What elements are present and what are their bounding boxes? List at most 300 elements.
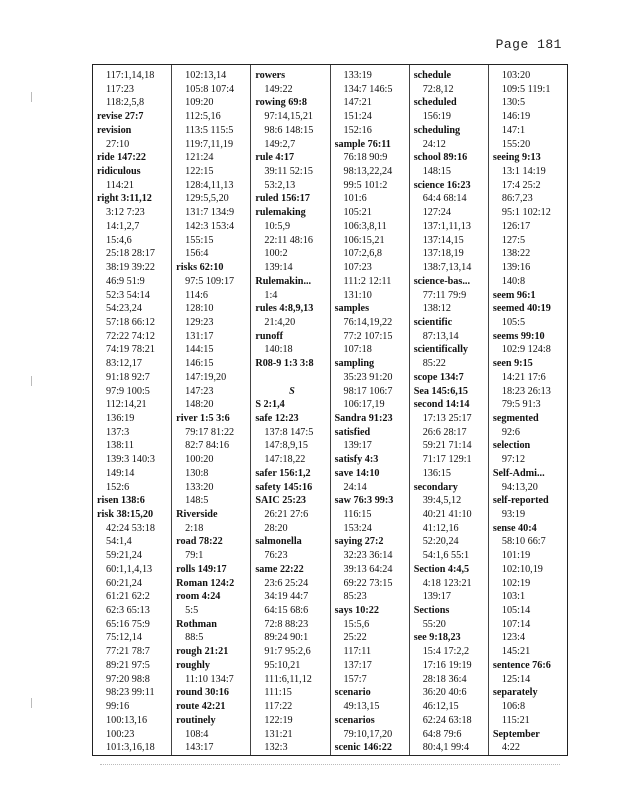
page-line-reference: 116:15 (343, 509, 372, 520)
index-term: rowers (255, 70, 286, 81)
page-line-reference: 28:20 (264, 522, 288, 534)
page-line-reference: 75:12,14 (106, 632, 142, 644)
page-line-reference: 64:4 68:14 (422, 193, 467, 205)
index-term: risks 62:10 (176, 262, 224, 274)
page-line-reference: 139:14 (264, 262, 293, 274)
index-term: routinely (176, 714, 216, 726)
index-term: says 10:22 (334, 605, 379, 617)
page-line-reference: 139:16 (501, 262, 531, 274)
index-term: scenarios (334, 714, 375, 726)
index-term: scheduling (413, 124, 461, 136)
index-term: Rulemakin... (255, 275, 312, 287)
index-term: Self-Admi... (492, 467, 545, 479)
page-line-reference: 123:4 (501, 632, 526, 644)
page-line-reference: 102:9 124:8 (501, 344, 551, 356)
page-line-reference: 130:5 (501, 97, 526, 109)
page-line-reference: 32:23 36:14 (343, 550, 393, 562)
page-line-reference: 147:8,9,15 (264, 440, 308, 452)
index-term: schedule (413, 70, 452, 81)
index-term: Section 4:4,5 (413, 563, 470, 575)
page-line-reference: 137:1,11,13 (422, 220, 471, 232)
page-line-reference: 136:15 (422, 467, 451, 479)
page-line-reference: 105:21 (343, 207, 372, 219)
page-line-reference: 14:21 17:6 (501, 371, 546, 383)
page-line-reference: 146:15 (185, 358, 214, 370)
index-term: secondary (413, 481, 458, 493)
page-line-reference: 129:23 (185, 316, 214, 328)
index-term: revise 27:7 (97, 111, 144, 123)
page-line-reference: 88:5 (185, 632, 204, 644)
page-line-reference: 101:3,16,18 (106, 742, 155, 754)
index-term: room 4:24 (176, 591, 221, 603)
index-term: safer 156:1,2 (255, 467, 311, 479)
page-line-reference: 138:22 (501, 248, 531, 260)
index-term: runoff (255, 330, 284, 342)
page-line-reference: 39:11 52:15 (264, 166, 313, 178)
index-term: rolls 149:17 (176, 563, 227, 575)
index-term: school 89:16 (413, 152, 468, 164)
page-line-reference: 147:19,20 (185, 371, 227, 383)
page-line-reference: 139:17 (422, 591, 451, 603)
page-line-reference: 79:17 81:22 (185, 426, 235, 438)
page-line-reference: 77:11 79:9 (422, 289, 467, 301)
page-line-reference: 114:21 (106, 179, 134, 191)
page-line-reference: 97:9 100:5 (106, 385, 150, 397)
page-line-reference: 149:14 (106, 467, 135, 479)
page-line-reference: 125:14 (501, 673, 531, 685)
page-line-reference: 107:23 (343, 262, 372, 274)
page-line-reference: 17:13 25:17 (422, 412, 472, 424)
index-term: rulemaking (255, 207, 306, 219)
index-term: ruled 156:17 (255, 193, 310, 205)
page-line-reference: 83:12,17 (106, 358, 142, 370)
page-line-reference: 39:13 64:24 (343, 563, 393, 575)
index-term: Sections (413, 605, 450, 617)
page-line-reference: 82:7 84:16 (185, 440, 230, 452)
page-line-reference: 42:24 53:18 (106, 522, 155, 534)
page-line-reference: 134:7 146:5 (343, 83, 393, 95)
page-line-reference: 133:20 (185, 481, 214, 493)
page-line-reference: 122:19 (264, 714, 293, 726)
page-line-reference: 54:1,4 (106, 536, 132, 548)
index-term: revision (97, 124, 132, 136)
page-line-reference: 102:10,19 (501, 563, 543, 575)
index-term: rules 4:8,9,13 (255, 303, 314, 315)
page-line-reference: 93:19 (501, 509, 526, 520)
page-line-reference: 18:23 26:13 (501, 385, 551, 397)
index-term: ride 147:22 (97, 152, 146, 164)
page-line-reference: 108:4 (185, 728, 209, 740)
page-line-reference: 76:23 (264, 550, 288, 562)
index-term: SAIC 25:23 (255, 495, 307, 507)
page-line-reference: 36:20 40:6 (422, 687, 467, 699)
index-term: sentence 76:6 (492, 659, 551, 671)
page-line-reference: 105:5 (501, 316, 526, 328)
page-line-reference: 148:15 (422, 166, 451, 178)
page-line-reference: 131:7 134:9 (185, 207, 235, 219)
page-line-reference: 17:16 19:19 (422, 659, 472, 671)
page-line-reference: 62:3 65:13 (106, 605, 150, 617)
index-term: self-reported (492, 495, 549, 507)
index-term: rowing 69:8 (255, 97, 307, 109)
page-line-reference: 111:2 12:11 (343, 275, 392, 287)
page-line-reference: 155:20 (501, 138, 531, 150)
page-line-reference: 98:13,22,24 (343, 166, 393, 178)
index-term: river 1:5 3:6 (176, 412, 230, 424)
page-line-reference: 107:2,6,8 (343, 248, 383, 260)
page-line-reference: 71:17 129:1 (422, 454, 472, 466)
index-term: science-bas... (413, 275, 470, 287)
index-term: rough 21:21 (176, 646, 229, 658)
page-line-reference: 138:12 (422, 303, 451, 315)
page-line-reference: 149:2,7 (264, 138, 296, 150)
page-line-reference: 14:1,2,7 (106, 220, 140, 232)
page-line-reference: 4:18 123:21 (422, 577, 472, 589)
index-term: road 78:22 (176, 536, 223, 548)
page-line-reference: 99:16 (106, 701, 130, 713)
page-line-reference: 86:7,23 (501, 193, 533, 205)
page-line-reference: 49:13,15 (343, 701, 380, 713)
page-line-reference: 25:22 (343, 632, 367, 644)
index-term: segmented (492, 412, 539, 424)
page-line-reference: 38:19 39:22 (106, 262, 155, 274)
index-term: selection (492, 440, 531, 452)
page-line-reference: 64:8 79:6 (422, 728, 462, 740)
page-line-reference: 102:19 (501, 577, 531, 589)
page-line-reference: 105:8 107:4 (185, 83, 235, 95)
page-line-reference: 60:1,1,4,13 (106, 563, 153, 575)
word-index-table (92, 64, 568, 756)
page-number: Page 181 (495, 37, 562, 52)
index-term: Sea 145:6,15 (413, 385, 469, 397)
index-term: save 14:10 (334, 467, 380, 479)
page-line-reference: 76:18 90:9 (343, 152, 388, 164)
page-line-reference: 145:21 (501, 646, 531, 658)
index-term: saw 76:3 99:3 (334, 495, 394, 507)
page-line-reference: 64:15 68:6 (264, 605, 309, 617)
page-line-reference: 147:21 (343, 97, 372, 109)
page-line-reference (255, 371, 328, 385)
page-line-reference: 140:18 (264, 344, 293, 356)
page-line-reference: 60:21,24 (106, 577, 142, 589)
index-term: scenic 146:22 (334, 742, 392, 754)
index-term: S 2:1,4 (255, 399, 285, 411)
page-line-reference: 107:18 (343, 344, 372, 356)
page-line-reference: 89:24 90:1 (264, 632, 309, 644)
index-col-5 (409, 65, 488, 755)
page-line-reference: 109:5 119:1 (501, 83, 551, 95)
page-line-reference: 53:2,13 (264, 179, 296, 191)
page-line-reference: 129:5,5,20 (185, 193, 229, 205)
page-line-reference: 101:19 (501, 550, 531, 562)
page-line-reference: 127:24 (422, 207, 451, 219)
page-line-reference: 52:20,24 (422, 536, 459, 548)
page-line-reference: 52:3 54:14 (106, 289, 150, 301)
page-line-reference: 137:3 (106, 426, 130, 438)
index-term: R08-9 1:3 3:8 (255, 358, 314, 370)
page-line-reference: 121:24 (185, 152, 214, 164)
page-line-reference: 59:21,24 (106, 550, 142, 562)
index-term: separately (492, 687, 538, 699)
index-term: Sandra 91:23 (334, 412, 393, 424)
page-line-reference: 152:16 (343, 124, 372, 136)
page-line-reference: 122:15 (185, 166, 214, 178)
page-line-reference: 148:20 (185, 399, 214, 411)
page-line-reference: 131:17 (185, 330, 214, 342)
page-line-reference: 15:5,6 (343, 618, 370, 630)
page-line-reference: 72:8,12 (422, 83, 454, 95)
page-line-reference: 147:18,22 (264, 454, 306, 466)
page-line-reference: 106:17,19 (343, 399, 385, 411)
index-term: Riverside (176, 509, 218, 520)
page-line-reference: 77:21 78:7 (106, 646, 150, 658)
page-line-reference: 46:12,15 (422, 701, 459, 713)
index-term: ridiculous (97, 166, 141, 178)
page-line-reference: 40:21 41:10 (422, 509, 472, 520)
index-col-3 (250, 65, 329, 755)
index-col-2 (171, 65, 250, 755)
page-line-reference: 22:11 48:16 (264, 234, 313, 246)
page-line-reference: 103:1 (501, 591, 526, 603)
page-line-reference: 117:11 (343, 646, 372, 658)
page-line-reference: 97:12 (501, 454, 526, 466)
page-line-reference: 25:18 28:17 (106, 248, 155, 260)
index-term: Rothman (176, 618, 217, 630)
page-line-reference: 95:1 102:12 (501, 207, 551, 219)
page-line-reference: 85:22 (422, 358, 446, 370)
page-line-reference: 103:20 (501, 70, 531, 81)
index-term: round 30:16 (176, 687, 229, 699)
page-line-reference: 59:21 71:14 (422, 440, 472, 452)
page-line-reference: 15:4 17:2,2 (422, 646, 470, 658)
page-line-reference: 76:14,19,22 (343, 316, 393, 328)
page-line-reference: 126:17 (501, 220, 531, 232)
index-col-4 (330, 65, 409, 755)
page-line-reference: 138:11 (106, 440, 134, 452)
page-line-reference: 79:5 91:3 (501, 399, 541, 411)
index-term: risk 38:15,20 (97, 509, 154, 520)
page-line-reference: 152:6 (106, 481, 130, 493)
index-term: seem 96:1 (492, 289, 536, 301)
page-line-reference: 61:21 62:2 (106, 591, 150, 603)
page-line-reference: 98:17 106:7 (343, 385, 393, 397)
index-term: science 16:23 (413, 179, 471, 191)
page-line-reference: 137:18,19 (422, 248, 464, 260)
page-line-reference: 72:22 74:12 (106, 330, 155, 342)
page-line-reference: 28:18 36:4 (422, 673, 467, 685)
page-line-reference: 127:5 (501, 234, 526, 246)
index-term: Roman 124:2 (176, 577, 235, 589)
page-line-reference: 91:7 95:2,6 (264, 646, 311, 658)
page-line-reference: 147:1 (501, 124, 526, 136)
page-line-reference: 97:14,15,21 (264, 111, 314, 123)
page-line-reference: 11:10 134:7 (185, 673, 234, 685)
page-line-reference: 46:9 51:9 (106, 275, 145, 287)
page-line-reference: 102:13,14 (185, 70, 227, 81)
index-term: sampling (334, 358, 375, 370)
page-line-reference: 132:3 (264, 742, 288, 754)
page-line-reference: 24:12 (422, 138, 446, 150)
page-line-reference: 133:19 (343, 70, 372, 81)
index-term: see 9:18,23 (413, 632, 461, 644)
page-line-reference: 156:4 (185, 248, 209, 260)
page-line-reference: 97:20 98:8 (106, 673, 150, 685)
page-line-reference: 2:18 (185, 522, 204, 534)
page-line-reference: 98:23 99:11 (106, 687, 155, 699)
page-line-reference: 5:5 (185, 605, 199, 617)
page-line-reference: 112:14,21 (106, 399, 147, 411)
page-line-reference: 155:15 (185, 234, 214, 246)
page-line-reference: 139:3 140:3 (106, 454, 155, 466)
page-line-reference: 79:1 (185, 550, 204, 562)
page-line-reference: 131:21 (264, 728, 293, 740)
page-line-reference: 105:14 (501, 605, 531, 617)
page-line-reference: 137:8 147:5 (264, 426, 314, 438)
page-line-reference: 13:1 14:19 (501, 166, 546, 178)
page-line-reference: 111:15 (264, 687, 292, 699)
page-line-reference: 72:8 88:23 (264, 618, 309, 630)
page-line-reference: 117:1,14,18 (106, 70, 155, 81)
index-term: second 14:14 (413, 399, 470, 411)
page-line-reference: 62:24 63:18 (422, 714, 472, 726)
page-line-reference: 57:18 66:12 (106, 316, 155, 328)
page-line-reference: 65:16 75:9 (106, 618, 150, 630)
index-term: scientific (413, 316, 453, 328)
scan-margin-marks (31, 92, 39, 712)
page-line-reference: 39:4,5,12 (422, 495, 462, 507)
index-term: salmonella (255, 536, 302, 548)
page-line-reference: 85:23 (343, 591, 367, 603)
index-term: saying 27:2 (334, 536, 384, 548)
page-line-reference: 89:21 97:5 (106, 659, 150, 671)
page-line-reference: 34:19 44:7 (264, 591, 309, 603)
page-line-reference: 94:13,20 (501, 481, 538, 493)
page-line-reference: 92:6 (501, 426, 520, 438)
page-line-reference: 27:10 (106, 138, 130, 150)
index-term: route 42:21 (176, 701, 226, 713)
page-line-reference: 113:5 115:5 (185, 124, 234, 136)
page-line-reference: 69:22 73:15 (343, 577, 393, 589)
page-line-reference: 79:10,17,20 (343, 728, 393, 740)
page-line-reference: 117:22 (264, 701, 293, 713)
page-line-reference: 99:5 101:2 (343, 179, 388, 191)
index-term: satisfied (334, 426, 371, 438)
index-term: seemed 40:19 (492, 303, 551, 315)
page-line-reference: 17:4 25:2 (501, 179, 541, 191)
index-term: September (492, 728, 540, 740)
page-line-reference: 106:8 (501, 701, 526, 713)
page-line-reference: 130:8 (185, 467, 209, 479)
page-line-reference: 157:7 (343, 673, 367, 685)
page-line-reference: 118:2,5,8 (106, 97, 145, 109)
page-line-reference: 156:19 (422, 111, 451, 123)
page-line-reference: 143:17 (185, 742, 214, 754)
page-line-reference: 54:23,24 (106, 303, 142, 315)
index-term: scenario (334, 687, 371, 699)
page-line-reference: 153:24 (343, 522, 372, 534)
index-term: satisfy 4:3 (334, 454, 379, 466)
page-line-reference: 117:23 (106, 83, 134, 95)
page-line-reference: 21:4,20 (264, 316, 296, 328)
page-line-reference: 10:5,9 (264, 220, 291, 232)
page-line-reference: 41:12,16 (422, 522, 459, 534)
page-line-reference: 54:1,6 55:1 (422, 550, 470, 562)
index-term: safety 145:16 (255, 481, 313, 493)
page-line-reference: 100:23 (106, 728, 135, 740)
page-line-reference: 101:6 (343, 193, 367, 205)
page-line-reference: 119:7,11,19 (185, 138, 234, 150)
index-term: safe 12:23 (255, 412, 299, 424)
index-col-6 (488, 65, 567, 755)
page-line-reference: 80:4,1 99:4 (422, 742, 470, 754)
index-term: scheduled (413, 97, 457, 109)
page-line-reference: 100:20 (185, 454, 214, 466)
scan-footer-artifact (100, 764, 560, 768)
page-line-reference: 23:6 25:24 (264, 577, 309, 589)
page-line-reference: 136:19 (106, 412, 135, 424)
page-line-reference: 15:4,6 (106, 234, 132, 246)
page-line-reference: 24:14 (343, 481, 367, 493)
page-line-reference: 1:4 (264, 289, 278, 301)
index-col-1 (93, 65, 171, 755)
page-line-reference: 137:17 (343, 659, 372, 671)
section-letter: S (289, 385, 295, 397)
page-line-reference: 109:20 (185, 97, 214, 109)
page-line-reference: 100:2 (264, 248, 288, 260)
page-line-reference: 106:3,8,11 (343, 220, 387, 232)
page-line-reference: 35:23 91:20 (343, 371, 393, 383)
page-line-reference: 26:21 27:6 (264, 509, 309, 520)
index-term: scientifically (413, 344, 469, 356)
page-line-reference: 111:6,11,12 (264, 673, 312, 685)
index-term: seems 99:10 (492, 330, 545, 342)
page-line-reference: 55:20 (422, 618, 446, 630)
page-line-reference: 114:6 (185, 289, 208, 301)
page-line-reference: 87:13,14 (422, 330, 459, 342)
page-line-reference: 106:15,21 (343, 234, 385, 246)
index-term: samples (334, 303, 370, 315)
page-line-reference: 4:22 (501, 742, 520, 754)
page-line-reference: 144:15 (185, 344, 214, 356)
index-term: scope 134:7 (413, 371, 464, 383)
page-line-reference: 137:14,15 (422, 234, 464, 246)
page-line-reference: 140:8 (501, 275, 526, 287)
page-line-reference: 112:5,16 (185, 111, 221, 123)
page-line-reference: 97:5 109:17 (185, 275, 235, 287)
page-line-reference: 138:7,13,14 (422, 262, 472, 274)
page-line-reference: 95:10,21 (264, 659, 301, 671)
index-term: risen 138:6 (97, 495, 145, 507)
page-line-reference: 142:3 153:4 (185, 220, 235, 232)
index-term: sample 76:11 (334, 138, 391, 150)
index-term: right 3:11,12 (97, 193, 152, 205)
page-line-reference: 91:18 92:7 (106, 371, 150, 383)
index-term: seen 9:15 (492, 358, 533, 370)
index-term: sense 40:4 (492, 522, 537, 534)
page-line-reference: 77:2 107:15 (343, 330, 393, 342)
page-line-reference: 26:6 28:17 (422, 426, 467, 438)
page-line-reference: 3:12 7:23 (106, 207, 145, 219)
page-line-reference: 98:6 148:15 (264, 124, 314, 136)
page-line-reference: 128:4,11,13 (185, 179, 234, 191)
index-term: rule 4:17 (255, 152, 295, 164)
page-line-reference: 146:19 (501, 111, 531, 123)
page-line-reference: 148:5 (185, 495, 209, 507)
page-line-reference: 100:13,16 (106, 714, 148, 726)
page-line-reference: 74:19 78:21 (106, 344, 155, 356)
page-line-reference: 149:22 (264, 83, 293, 95)
page-line-reference: 131:10 (343, 289, 372, 301)
